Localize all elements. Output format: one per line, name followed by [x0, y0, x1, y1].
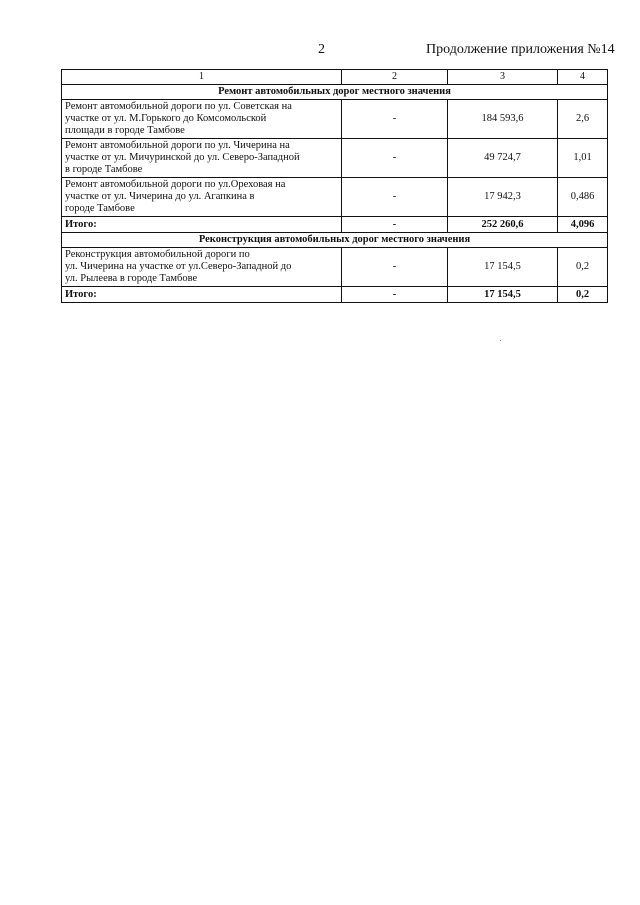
total-row [62, 217, 608, 233]
road-name-line: Ремонт автомобильной дороги по ул.Ореховая на [65, 179, 286, 190]
road-name-line: ул. Рылеева в городе Тамбове [65, 273, 198, 284]
section-title: Реконструкция автомобильных дорог местного значения [62, 233, 608, 248]
column-number-3: 3 [448, 70, 558, 85]
road-name-line: Ремонт автомобильной дороги по ул. Советская на [65, 101, 292, 112]
col2-cell: - [342, 139, 448, 178]
section-heading-row [62, 85, 608, 100]
road-name-cell [62, 139, 342, 178]
total-cost: 252 260,6 [448, 217, 558, 233]
col2-cell: - [342, 100, 448, 139]
total-row [62, 287, 608, 303]
road-name-line: участке от ул. М.Горького до Комсомольской [65, 113, 267, 124]
road-name-line: участке от ул. Чичерина до ул. Агапкина в [65, 191, 255, 202]
table-row [62, 100, 608, 139]
total-label: Итого: [62, 287, 342, 303]
col2-cell: - [342, 248, 448, 287]
road-name-line: городе Тамбове [65, 203, 135, 214]
table-row [62, 178, 608, 217]
col2-cell: - [342, 178, 448, 217]
column-numbers-row [62, 70, 608, 85]
road-name-line: участке от ул. Мичуринской до ул. Северо-Западной [65, 152, 300, 163]
total-cost: 17 154,5 [448, 287, 558, 303]
total-length: 0,2 [558, 287, 608, 303]
table-row [62, 139, 608, 178]
table-row [62, 248, 608, 287]
road-name-line: Реконструкция автомобильной дороги по [65, 249, 250, 260]
scan-speck [500, 340, 501, 341]
cost-cell: 49 724,7 [448, 139, 558, 178]
cost-cell: 17 942,3 [448, 178, 558, 217]
road-name-line: в городе Тамбове [65, 164, 143, 175]
section-title: Ремонт автомобильных дорог местного значения [62, 85, 608, 100]
length-cell: 2,6 [558, 100, 608, 139]
length-cell: 1,01 [558, 139, 608, 178]
road-name-line: ул. Чичерина на участке от ул.Северо-Западной до [65, 261, 292, 272]
roads-table [61, 69, 608, 303]
total-col2: - [342, 287, 448, 303]
cost-cell: 17 154,5 [448, 248, 558, 287]
road-name-cell [62, 248, 342, 287]
road-name-cell [62, 100, 342, 139]
column-number-1: 1 [62, 70, 342, 85]
cost-cell: 184 593,6 [448, 100, 558, 139]
page-number: 2 [318, 42, 325, 57]
continuation-note: Продолжение приложения №14 [426, 42, 615, 57]
road-name-line: площади в городе Тамбове [65, 125, 185, 136]
length-cell: 0,2 [558, 248, 608, 287]
road-name-line: Ремонт автомобильной дороги по ул. Чичерина на [65, 140, 290, 151]
total-length: 4,096 [558, 217, 608, 233]
total-label: Итого: [62, 217, 342, 233]
total-col2: - [342, 217, 448, 233]
column-number-2: 2 [342, 70, 448, 85]
length-cell: 0,486 [558, 178, 608, 217]
section-heading-row [62, 233, 608, 248]
road-name-cell [62, 178, 342, 217]
column-number-4: 4 [558, 70, 608, 85]
